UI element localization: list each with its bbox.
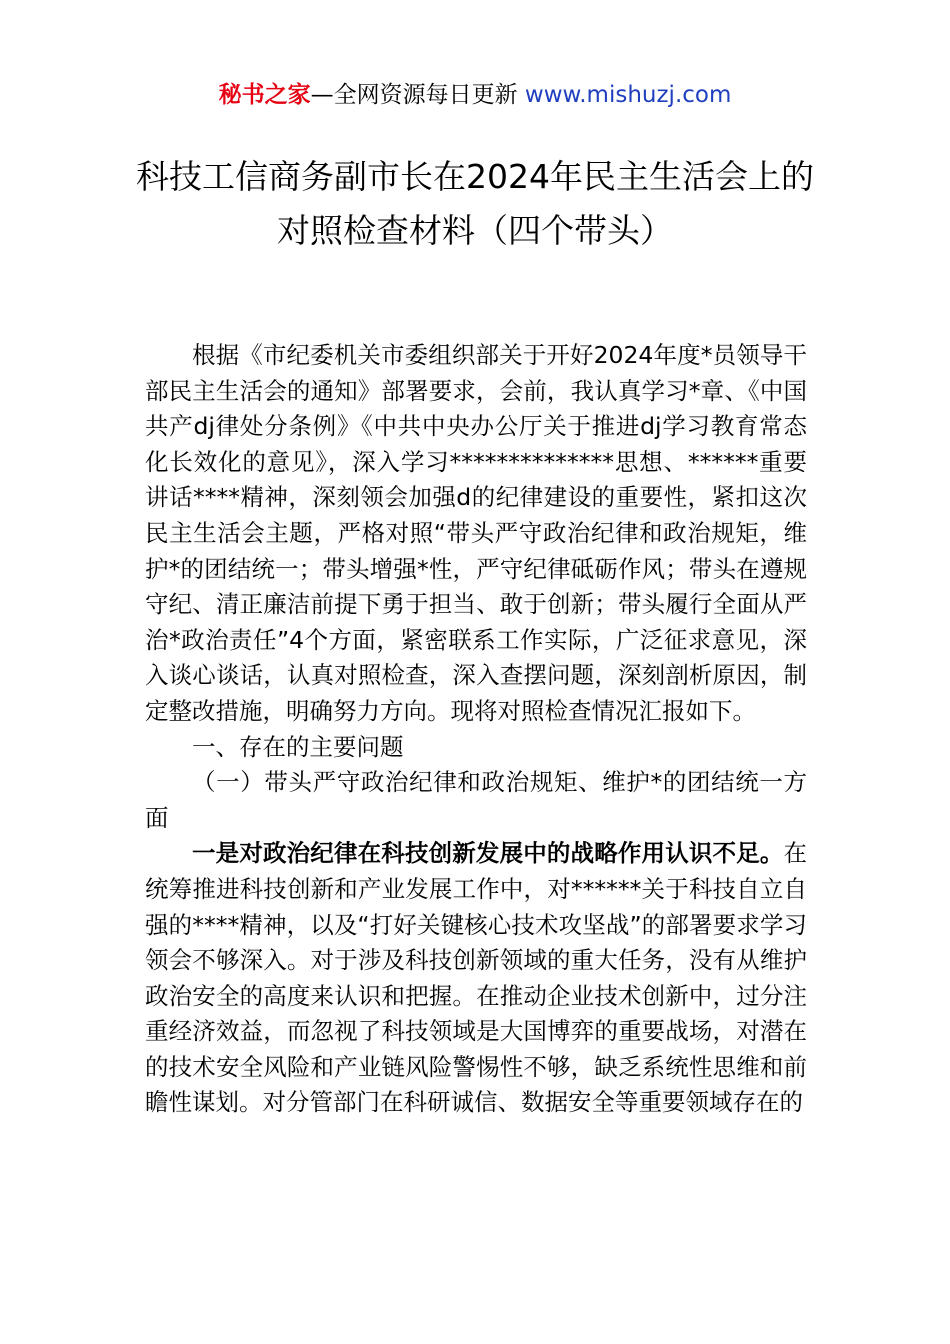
brand-name: 秘书之家 [218, 82, 311, 108]
intro-paragraph: 根据《市纪委机关市委组织部关于开好2024年度*员领导干部民主生活会的通知》部署要求，会前，我认真学习*章、《中国共产dj律处分条例》《中共中央办公厅关于推进dj学习教育常态化长效化的意见》，深入学习**************思想、******重要讲话****精神，深刻领会加强d的纪律建设的重要性，紧扣这次民主生活会主题，严格对照“带头严守政治纪律和政治规矩，维护*的团结统一；带头增强*性，严守纪律砥砺作风；带头在遵规守纪、清正廉洁前提下勇于担当、敢于创新；带头履行全面从严治*政治责任”4个方面，紧密联系工作实际，广泛征求意见，深入谈心谈话，认真对照检查，深入查摆问题，深刻剖析原因，制定整改措施，明确努力方向。现将对照检查情况汇报如下。 [145, 341, 807, 725]
document-title: 科技工信商务副市长在2024年民主生活会上的对照检查材料（四个带头） [136, 157, 814, 250]
header-tagline: —全网资源每日更新 [310, 82, 525, 108]
point-body: 在统筹推进科技创新和产业发展工作中，对******关于科技自立自强的****精神，以及“打好关键核心技术攻坚战”的部署要求学习领会不够深入。对于涉及科技创新领域的重大任务，没有从维护政治安全的高度来认识和把握。在推动企业技术创新中，过分注重经济效益，而忽视了科技领域是大国博弈的重要战场，对潜在的技术安全风险和产业链风险警惕性不够，缺乏系统性思维和前瞻性谋划。对分管部门在科研诚信、数据安全等重要领域存在的 [145, 839, 807, 1117]
point-lead: 一是对政治纪律在科技创新发展中的战略作用认识不足。 [192, 839, 784, 868]
subsection-heading: （一）带头严守政治纪律和政治规矩、维护*的团结统一方面 [145, 768, 807, 832]
document-body [145, 338, 807, 1121]
site-header [0, 78, 950, 112]
section-heading: 一、存在的主要问题 [192, 732, 404, 761]
site-url-link[interactable]: www.mishuzj.com [524, 82, 732, 108]
point-paragraph [145, 836, 807, 1121]
